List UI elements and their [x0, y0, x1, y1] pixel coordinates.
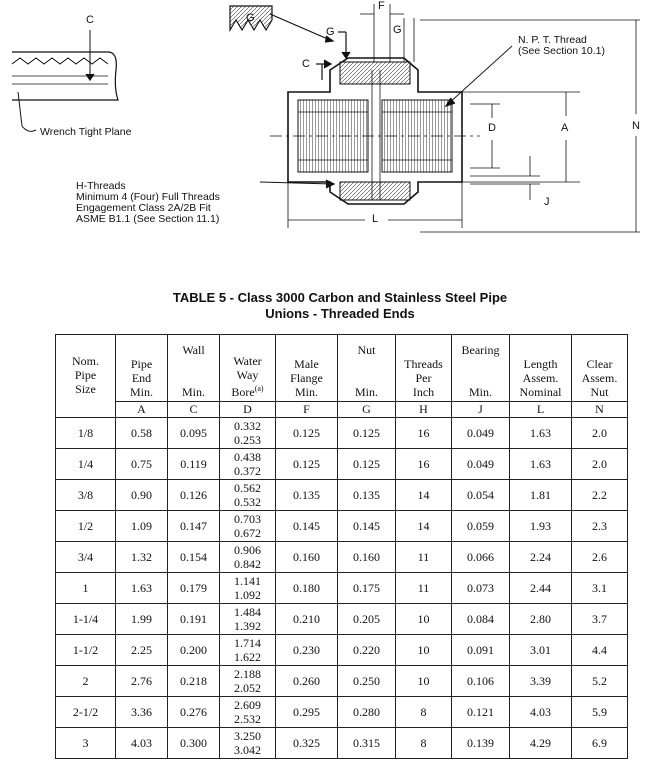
- cell-g: 0.145: [338, 511, 396, 542]
- hthreads-line4: ASME B1.1 (See Section 11.1): [76, 213, 220, 225]
- header-line: Min.: [129, 385, 153, 399]
- header-nut: [338, 335, 396, 402]
- symbol-cell: A: [116, 402, 168, 418]
- cell-size: 2-1/2: [56, 697, 116, 728]
- bore-value: 2.532: [234, 712, 261, 726]
- header-line: Assem.: [522, 371, 559, 385]
- cell-f: 0.125: [276, 449, 338, 480]
- header-threads-per-inch: [396, 335, 452, 402]
- hthreads-line2: Minimum 4 (Four) Full Threads: [76, 191, 220, 203]
- bore-value: 0.332: [234, 419, 261, 433]
- header-line: Assem.: [581, 371, 618, 385]
- label-j: J: [544, 196, 550, 208]
- cell-g: 0.125: [338, 449, 396, 480]
- cell-c: 0.119: [168, 449, 220, 480]
- bore-value: 0.842: [234, 557, 261, 571]
- label-g-detail: G: [246, 12, 255, 24]
- cell-g: 0.315: [338, 728, 396, 759]
- header-wall: [168, 335, 220, 402]
- cell-h: 11: [396, 542, 452, 573]
- cell-a: 0.90: [116, 480, 168, 511]
- cell-g: 0.175: [338, 573, 396, 604]
- header-line: End: [131, 371, 152, 385]
- cell-j: 0.106: [452, 666, 510, 697]
- cell-f: 0.325: [276, 728, 338, 759]
- cell-j: 0.084: [452, 604, 510, 635]
- header-line: Size: [75, 382, 96, 396]
- cell-g: 0.135: [338, 480, 396, 511]
- header-length-assem: [510, 335, 572, 402]
- cell-n: 2.0: [572, 418, 628, 449]
- cell-j: 0.049: [452, 418, 510, 449]
- header-line: Nominal: [519, 385, 562, 399]
- header-line: Length: [523, 357, 558, 371]
- cell-n: 2.3: [572, 511, 628, 542]
- symbol-cell: C: [168, 402, 220, 418]
- header-line: Nom.: [72, 354, 99, 368]
- header-line: Per: [415, 371, 432, 385]
- cell-size: 3: [56, 728, 116, 759]
- cell-h: 11: [396, 573, 452, 604]
- cell-j: 0.059: [452, 511, 510, 542]
- cell-f: 0.210: [276, 604, 338, 635]
- bore-value: 2.052: [234, 681, 261, 695]
- bore-value: 0.703: [234, 512, 261, 526]
- cell-h: 10: [396, 635, 452, 666]
- cell-l: 3.39: [510, 666, 572, 697]
- cell-l: 2.80: [510, 604, 572, 635]
- table-row: [56, 418, 628, 449]
- cell-bore: [220, 666, 276, 697]
- cell-bore: [220, 449, 276, 480]
- cell-size: 1-1/4: [56, 604, 116, 635]
- cell-j: 0.066: [452, 542, 510, 573]
- cell-a: 1.32: [116, 542, 168, 573]
- cell-a: 2.25: [116, 635, 168, 666]
- cell-bore: [220, 697, 276, 728]
- cell-j: 0.054: [452, 480, 510, 511]
- header-line: Pipe: [74, 368, 97, 382]
- cell-bore: [220, 604, 276, 635]
- cell-c: 0.179: [168, 573, 220, 604]
- bore-value: 0.672: [234, 526, 261, 540]
- header-line: [220, 382, 275, 399]
- cell-g: 0.280: [338, 697, 396, 728]
- header-line: Min.: [294, 385, 318, 399]
- bore-value: 2.188: [234, 667, 261, 681]
- cell-g: 0.125: [338, 418, 396, 449]
- cell-n: 5.2: [572, 666, 628, 697]
- cell-a: 0.58: [116, 418, 168, 449]
- cell-a: 1.09: [116, 511, 168, 542]
- label-a: A: [561, 122, 569, 134]
- cell-c: 0.191: [168, 604, 220, 635]
- cell-bore: [220, 635, 276, 666]
- cell-bore: [220, 728, 276, 759]
- cell-f: 0.260: [276, 666, 338, 697]
- table-row: [56, 573, 628, 604]
- cell-size: 1-1/2: [56, 635, 116, 666]
- label-c-top: C: [86, 14, 94, 26]
- label-c-mid: C: [302, 58, 310, 70]
- header-line: Threads: [404, 357, 443, 371]
- symbol-cell: D: [220, 402, 276, 418]
- cell-a: 0.75: [116, 449, 168, 480]
- header-line: Nut: [590, 385, 609, 399]
- bore-value: 0.253: [234, 433, 261, 447]
- cell-l: 2.44: [510, 573, 572, 604]
- cell-l: 1.63: [510, 449, 572, 480]
- header-line: Nut: [357, 343, 376, 357]
- cell-f: 0.160: [276, 542, 338, 573]
- label-n: N: [632, 120, 640, 132]
- table-title: TABLE 5 - Class 3000 Carbon and Stainless Steel Pipe: [172, 290, 508, 305]
- cell-j: 0.121: [452, 697, 510, 728]
- cell-c: 0.276: [168, 697, 220, 728]
- header-line: Pipe: [130, 357, 153, 371]
- bore-value: 0.372: [234, 464, 261, 478]
- symbol-cell: L: [510, 402, 572, 418]
- cell-f: 0.145: [276, 511, 338, 542]
- table-row: [56, 697, 628, 728]
- cell-a: 2.76: [116, 666, 168, 697]
- cell-n: 6.9: [572, 728, 628, 759]
- label-g-right: G: [393, 24, 402, 36]
- cell-h: 10: [396, 666, 452, 697]
- cell-bore: [220, 418, 276, 449]
- npt-label-line1: N. P. T. Thread: [518, 34, 587, 46]
- cell-c: 0.095: [168, 418, 220, 449]
- cell-c: 0.126: [168, 480, 220, 511]
- header-line: Min.: [181, 385, 205, 399]
- bore-value: 0.906: [234, 543, 261, 557]
- header-line: Inch: [412, 385, 435, 399]
- header-line: Min.: [468, 385, 492, 399]
- cell-n: 5.9: [572, 697, 628, 728]
- cell-f: 0.125: [276, 418, 338, 449]
- bore-value: 1.484: [234, 605, 261, 619]
- cell-l: 2.24: [510, 542, 572, 573]
- label-g-side: G: [326, 26, 335, 38]
- npt-label-line2: (See Section 10.1): [518, 45, 605, 57]
- header-line: Way: [236, 368, 259, 382]
- cell-h: 14: [396, 480, 452, 511]
- symbol-cell: G: [338, 402, 396, 418]
- cell-f: 0.295: [276, 697, 338, 728]
- symbol-cell: N: [572, 402, 628, 418]
- cell-g: 0.250: [338, 666, 396, 697]
- label-l: L: [372, 213, 379, 225]
- cell-c: 0.300: [168, 728, 220, 759]
- bore-value: 1.714: [234, 636, 261, 650]
- cell-h: 16: [396, 418, 452, 449]
- cell-n: 4.4: [572, 635, 628, 666]
- cell-g: 0.160: [338, 542, 396, 573]
- cell-bore: [220, 542, 276, 573]
- header-pipe-end: [116, 335, 168, 402]
- cell-h: 10: [396, 604, 452, 635]
- hthreads-line1: H-Threads: [76, 180, 126, 192]
- cell-c: 0.200: [168, 635, 220, 666]
- hthreads-line3: Engagement Class 2A/2B Fit: [76, 202, 211, 214]
- cell-size: 1/4: [56, 449, 116, 480]
- header-line: Male: [294, 357, 319, 371]
- header-line: Min.: [354, 385, 378, 399]
- symbol-cell: F: [276, 402, 338, 418]
- header-water-way-bore: [220, 335, 276, 402]
- cell-g: 0.220: [338, 635, 396, 666]
- cell-a: 1.63: [116, 573, 168, 604]
- table-row: [56, 480, 628, 511]
- cell-size: 1/8: [56, 418, 116, 449]
- bore-value: 2.609: [234, 698, 261, 712]
- table-row: [56, 728, 628, 759]
- table-row: [56, 666, 628, 697]
- bore-value: 0.438: [234, 450, 261, 464]
- symbol-cell: J: [452, 402, 510, 418]
- cell-l: 1.81: [510, 480, 572, 511]
- union-spec-table: [55, 334, 628, 759]
- table-row: [56, 635, 628, 666]
- label-f: F: [378, 0, 385, 12]
- header-row: [56, 335, 628, 402]
- cell-l: 3.01: [510, 635, 572, 666]
- bore-value: 3.250: [234, 729, 261, 743]
- cell-n: 2.0: [572, 449, 628, 480]
- cell-a: 3.36: [116, 697, 168, 728]
- cell-n: 3.1: [572, 573, 628, 604]
- bore-value: 1.092: [234, 588, 261, 602]
- bore-footnote: (a): [254, 384, 264, 393]
- table-subtitle: Unions - Threaded Ends: [265, 306, 415, 321]
- cell-size: 3/4: [56, 542, 116, 573]
- cell-size: 1: [56, 573, 116, 604]
- bore-value: 3.042: [234, 743, 261, 757]
- cell-c: 0.218: [168, 666, 220, 697]
- symbol-cell: H: [396, 402, 452, 418]
- cell-c: 0.154: [168, 542, 220, 573]
- cell-f: 0.230: [276, 635, 338, 666]
- cell-n: 2.6: [572, 542, 628, 573]
- bore-value: 0.532: [234, 495, 261, 509]
- table-row: [56, 604, 628, 635]
- table-row: [56, 511, 628, 542]
- cell-size: 1/2: [56, 511, 116, 542]
- table-row: [56, 542, 628, 573]
- cell-h: 16: [396, 449, 452, 480]
- cell-c: 0.147: [168, 511, 220, 542]
- cell-h: 8: [396, 728, 452, 759]
- bore-value: 1.141: [234, 574, 261, 588]
- cell-f: 0.135: [276, 480, 338, 511]
- cell-size: 3/8: [56, 480, 116, 511]
- cell-a: 4.03: [116, 728, 168, 759]
- table-row: [56, 449, 628, 480]
- header-nom-pipe-size: [56, 335, 116, 418]
- header-line: Flange: [290, 371, 323, 385]
- cell-h: 8: [396, 697, 452, 728]
- cell-bore: [220, 480, 276, 511]
- cell-j: 0.139: [452, 728, 510, 759]
- cell-h: 14: [396, 511, 452, 542]
- cell-size: 2: [56, 666, 116, 697]
- bore-value: 1.622: [234, 650, 261, 664]
- header-clear-assem-nut: [572, 335, 628, 402]
- symbol-row: [56, 402, 628, 418]
- cell-l: 1.93: [510, 511, 572, 542]
- cell-l: 4.29: [510, 728, 572, 759]
- bore-value: 0.562: [234, 481, 261, 495]
- wrench-label: Wrench Tight Plane: [40, 126, 132, 138]
- label-d: D: [488, 122, 496, 134]
- cell-a: 1.99: [116, 604, 168, 635]
- bore-value: 1.392: [234, 619, 261, 633]
- bore-word: Bore: [231, 385, 255, 399]
- cell-j: 0.073: [452, 573, 510, 604]
- cell-j: 0.049: [452, 449, 510, 480]
- cell-g: 0.205: [338, 604, 396, 635]
- cell-f: 0.180: [276, 573, 338, 604]
- header-line: Water: [233, 354, 262, 368]
- header-bearing: [452, 335, 510, 402]
- cell-l: 1.63: [510, 418, 572, 449]
- header-line: Clear: [586, 357, 613, 371]
- cell-l: 4.03: [510, 697, 572, 728]
- cell-n: 2.2: [572, 480, 628, 511]
- cell-bore: [220, 573, 276, 604]
- header-male-flange: [276, 335, 338, 402]
- header-line: Bearing: [461, 343, 500, 357]
- union-diagram: [0, 0, 652, 260]
- cell-j: 0.091: [452, 635, 510, 666]
- cell-n: 3.7: [572, 604, 628, 635]
- cell-bore: [220, 511, 276, 542]
- header-line: Wall: [182, 343, 205, 357]
